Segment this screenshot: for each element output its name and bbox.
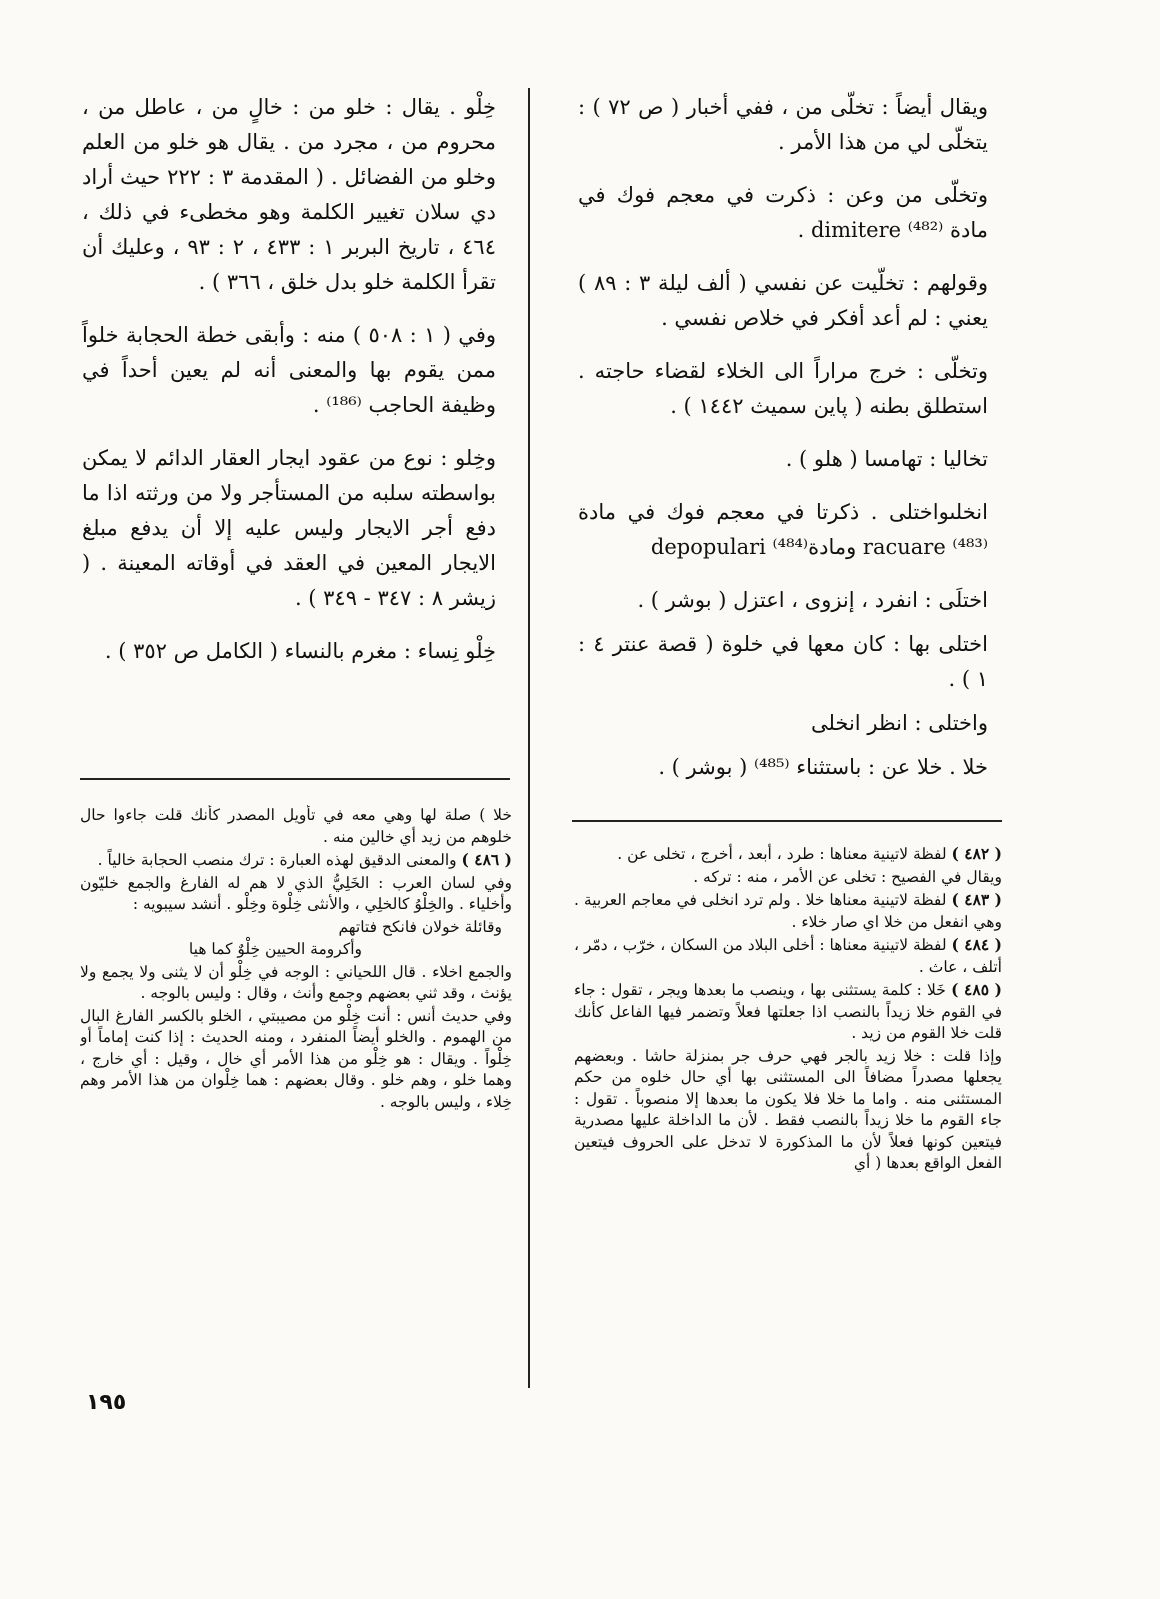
footnote-text: خَلا : كلمة يستثنى بها ، وينصب ما بعدها ويجر ، تقول : جاء في القوم خلا زيداً بالنصب اذا جعلتها فعلاً وتضمر فيها الفاعل كأنك قلت خلا القوم من زيد . — [574, 981, 1002, 1042]
entry-khilw: خِلْو . يقال : خلو من : خالٍ من ، عاطل من ، محروم من ، مجرد من . يقال هو خلو من العلم وخلو من الفضائل . ( المقدمة ٣ : ٢٢٢ حيث أراد دي سلان تغيير الكلمة وهو مخطىء في ذلك ، ٤٦٤ ، تاريخ البربر ١ : ٤٣٣ ، ٢ : ٩٣ ، وعليك أن تقرأ الكلمة خلو بدل خلق ، ٣٦٦ ) . — [82, 95, 496, 294]
footnote-text: وفي لسان العرب : الخَلِيُّ الذي لا هم له الفارغ والجمع خليّون وأخلياء . والخِلْوُ كالخلِي ، والأنثى خِلْوة وخِلْو . أنشد سيبويه : — [80, 873, 512, 913]
footnote-text: وإذا قلت : خلا زيد بالجر فهي حرف جر بمنزلة حاشا . وبعضهم يجعلها مصدراً مضافاً الى المستثنى بها أي حال خلوه من حكم المستثنى منه . واما ما خلا فلا يكون ما بعدها إلا منصوباً . تقول : جاء القوم ما خلا زيداً بالنصب فقط . لأن ما الداخلة عليها مصدرية فيتعين كونها فعلاً لأن ما المذكورة لا تدخل على الحروف فيتعين الفعل الواقع بعدها ( أي — [574, 1046, 1002, 1172]
footnote-text: لفظة لاتينية معناها خلا . ولم ترد انخلى في معاجم العربية . وهي انفعل من خلا اي صار خلاء . — [574, 891, 1002, 931]
footnote-number: ( ٤٨٣ ) — [951, 890, 1002, 909]
entry-takhalaya: تخاليا : تهامسا ( هلو ) . — [785, 447, 988, 471]
footnote-text: لفظة لاتينية معناها : أخلى البلاد من السكان ، خرّب ، دمّر ، أتلف ، عاث . — [574, 936, 1002, 976]
entry-takhalla: ويقال أيضاً : تخلّى من ، ففي أخبار ( ص ٧٢ ) : يتخلّى لي من هذا الأمر . — [578, 95, 988, 154]
entry-wa-ikhtala: واختلى : انظر انخلى — [810, 711, 988, 735]
verse-text: وأكرومة الحيين خِلْوٌ كما هيا — [188, 940, 362, 958]
right-column — [578, 90, 988, 794]
footnote-485-cont — [574, 1046, 1002, 1175]
footnote-485-end — [80, 805, 512, 848]
right-footnotes — [574, 843, 1002, 1398]
poem-verse-2 — [80, 939, 512, 961]
footnote-482-cont — [574, 867, 1002, 889]
footnote-485 — [574, 979, 1002, 1045]
entry-ikhtala-biha: اختلى بها : كان معها في خلوة ( قصة عنتر ٤ : ١ ) . — [578, 632, 988, 691]
entry-ikhtala: اختلَى : انفرد ، إنزوى ، اعتزل ( بوشر ) . — [637, 588, 988, 612]
footnote-text: لفظة لاتينية معناها : طرد ، أبعد ، أخرج ، تخلى عن . — [617, 845, 947, 863]
footnote-486 — [80, 849, 512, 872]
entry-khilw-nisa: خِلْو نِساء : مغرم بالنساء ( الكامل ص ٣٥٢ ) . — [104, 639, 496, 663]
footnote-486-lihyani — [80, 962, 512, 1005]
footnote-text: والمعنى الدقيق لهذه العبارة : ترك منصب الحجابة خالياً . — [97, 851, 457, 869]
footnote-486-anas — [80, 1006, 512, 1114]
footnote-number: ( ٤٨٤ ) — [951, 935, 1002, 954]
footnote-text: خلا ) صلة لها وهي معه في تأويل المصدر كأنك قلت جاءوا حال خلوهم من زيد أي خالين منه . — [80, 806, 512, 846]
footnote-486-lisan — [80, 873, 512, 916]
left-footnotes — [80, 805, 512, 1385]
footnote-number: ( ٤٨٥ ) — [951, 980, 1002, 999]
column-divider — [528, 88, 530, 1388]
entry-takhalla-kharaja: وتخلّى : خرج مراراً الى الخلاء لقضاء حاجته . استطلق بطنه ( پاين سميث ١٤٤٢ ) . — [578, 359, 988, 418]
footnote-483 — [574, 889, 1002, 933]
poem-verse-1 — [80, 917, 512, 939]
verse-text: وقائلة خولان فانكح فتاتهم — [338, 917, 502, 936]
right-footnote-rule — [572, 820, 1002, 822]
footnote-number: ( ٤٨٦ ) — [461, 850, 512, 869]
entry-takhallaytu: وقولهم : تخلّيت عن نفسي ( ألف ليلة ٣ : ٨٩ ) يعني : لم أعد أفكر في خلاص نفسي . — [578, 271, 988, 330]
left-column — [82, 90, 496, 687]
entry-khala: خلا . خلا عن : باستثناء ⁽⁴⁸⁵⁾ ( بوشر ) . — [658, 755, 988, 779]
left-footnote-rule — [80, 778, 510, 780]
entry-khilw-hijaba: وفي ( ١ : ٥٠٨ ) منه : وأبقى خطة الحجابة خلواً ممن يقوم بها والمعنى أنه لم يعين أحداً في وظيفة الحاجب ⁽¹⁸⁶⁾ . — [82, 323, 496, 417]
entry-inkhala: انخلىواختلى . ذكرتا في معجم فوك في مادة racuare ⁽⁴⁸³⁾ ومادةdepopulari ⁽⁴⁸⁴⁾ — [578, 500, 988, 559]
footnote-484 — [574, 934, 1002, 978]
footnote-482 — [574, 843, 1002, 866]
entry-khilw-ijar: وخِلو : نوع من عقود ايجار العقار الدائم لا يمكن بواسطته سلبه من المستأجر ولا من ورثته اذا ما دفع أجر الايجار وليس عليه إلا أن يدفع مبلغ الايجار المعين في العقد في أوقاته المعينة . ( زيشر ٨ : ٣٤٧ - ٣٤٩ ) . — [82, 446, 496, 610]
footnote-number: ( ٤٨٢ ) — [951, 844, 1002, 863]
footnote-text: والجمع اخلاء . قال اللحياني : الوجه في خِلْو أن لا يثنى ولا يجمع ولا يؤنث ، وقد ثني بعضهم وجمع وأنث ، وقال : وليس بالوجه . — [80, 962, 512, 1002]
footnote-text: ويقال في الفصيح : تخلى عن الأمر ، منه : تركه . — [693, 867, 1002, 886]
page-number: ١٩٥ — [86, 1390, 127, 1415]
entry-takhalla-min: وتخلّى من وعن : ذكرت في معجم فوك في مادة dimitere ⁽⁴⁸²⁾ . — [578, 183, 988, 242]
footnote-text: وفي حديث أنس : أنت خِلْو من مصيبتي ، الخلو بالكسر الفارغ البال من الهموم . والخلو أيضاً المنفرد ، ومنه الحديث : إذا كنت إماماً أو خِلْواً . ويقال : هو خِلْو من هذا الأمر أي خال ، وقيل : أي خارج ، وهما خلو ، وهم خلو . وقال بعضهم : هما خِلْوان من هذا الأمر وهم خِلاء ، وليس بالوجه . — [80, 1006, 512, 1111]
